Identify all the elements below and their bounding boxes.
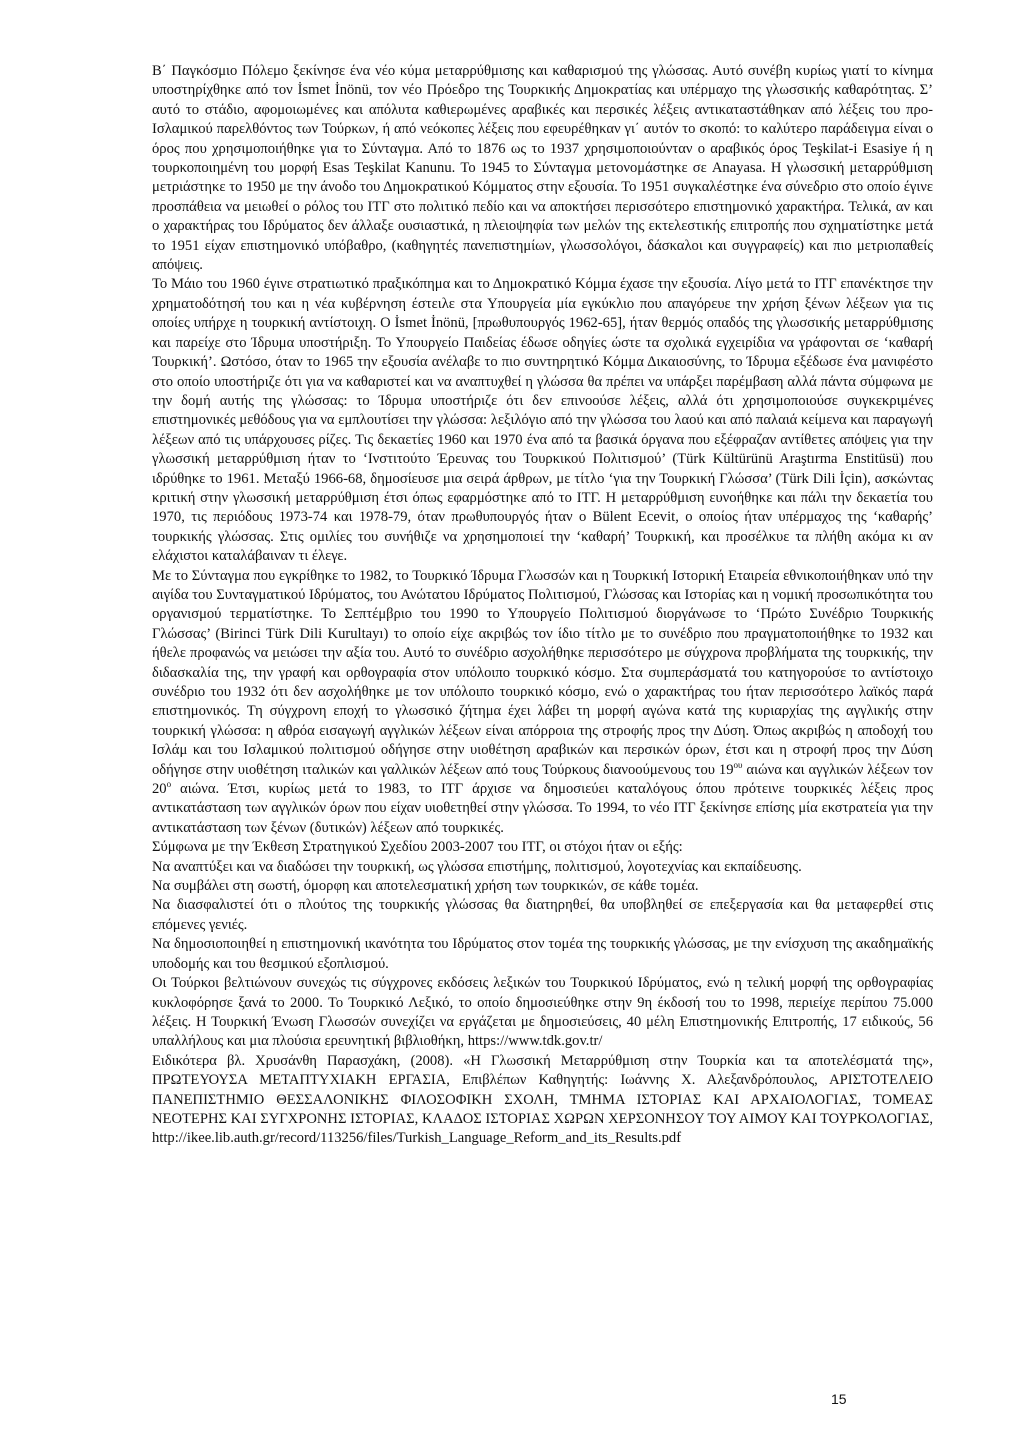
- paragraph-1982-constitution: Με το Σύνταγμα που εγκρίθηκε το 1982, το Τουρκικό Ίδρυμα Γλωσσών και η Τουρκική Ιστορική Εταιρεία εθνικοποιήθηκαν υπό την αιγίδα του Συνταγματικού Ιδρύματος, του Ανώτατου Ιδρύματος Πολιτισμού, Γλώσσας και Ιστορίας και η νομική προσωπικότητα του οργανισμού τερματίστηκε. Το Σεπτέμβριο του 1990 το Υπουργείο Πολιτισμού διοργάνωσε το ‘Πρώτο Συνέδριο Τουρκικής Γλώσσας’ (Birinci Türk Dili Kurultayı) το οποίο είχε ακριβώς τον ίδιο τίτλο με το συνέδριο που πραγματοποιήθηκε το 1932 και ήθελε προφανώς να μειώσει την αξία του. Αυτό το συνέδριο ασχολήθηκε περισσότερο με σύγχρονα προβλήματα της τουρκικής, την διδασκαλία της, την γραφή και ορθογραφία στον υπόλοιπο τουρκικό κόσμο. Στα συμπεράσματά του κατηγορούσε το αντίστοιχο συνέδριο του 1932 ότι δεν ασχολήθηκε με τον υπόλοιπο τουρκικό κόσμο, ενώ ο χαρακτήρας του ήταν περισσότερο λαϊκός παρά επιστημονικός. Τη σύγχρονη εποχή το γλωσσικό ζήτημα έχει λάβει τη μορφή αγώνα κατά της κυριαρχίας της αγγλικής στην τουρκική γλώσσα: η αθρόα εισαγωγή αγγλικών λέξεων είναι απόρροια της στροφής προς την Δύση. Όπως ακριβώς η αποδοχή του Ισλάμ και του Ισλαμικού πολιτισμού οδήγησε στην υιοθέτηση αραβικών και περσικών όρων, έτσι και η στροφή προς την Δύση οδήγησε στην υιοθέτηση ιταλικών και γαλλικών λέξεων από τους Τούρκους διανοούμενους του $19^{o\upsilon}$ αιώνα και αγγλικών λέξεων τον $20^o$ αιώνα. Έτσι, κυρίως μετά το 1983, το ΙΤΓ άρχισε να δημοσιεύει καταλόγους όπου πρότεινε τουρκικές λέξεις προς αντικατάσταση των αγγλικών όρων που είχαν υιοθετηθεί στην γλώσσα. Το 1994, το νέο ΙΤΓ ξεκίνησε επίσης μία εκστρατεία για την αντικατάσταση των ξένων (δυτικών) λέξεων από τουρκικές.: [152, 567, 933, 836]
- paragraph-strategic-plan-intro: Σύμφωνα με την Έκθεση Στρατηγικού Σχεδίου 2003-2007 του ΙΤΓ, οι στόχοι ήταν οι εξής:: [152, 839, 683, 856]
- goal-item: Να αναπτύξει και να διαδώσει την τουρκική, ως γλώσσα επιστήμης, πολιτισμού, λογοτεχνίας και εκπαίδευσης.: [152, 858, 802, 875]
- goal-item: Να διασφαλιστεί ότι ο πλούτος της τουρκικής γλώσσας θα διατηρηθεί, θα υποβληθεί σε επεξεργασία και θα μεταφερθεί στις επόμενες γενιές.: [152, 897, 933, 933]
- goal-item: Να συμβάλει στη σωστή, όμορφη και αποτελεσματική χρήση των τουρκικών, σε κάθε τομέα.: [152, 878, 699, 895]
- paragraph-ww2-reform: Β΄ Παγκόσμιο Πόλεμο ξεκίνησε ένα νέο κύμα μεταρρύθμισης και καθαρισμού της γλώσσας. Αυτό συνέβη κυρίως γιατί το κίνημα υποστηρίχθηκε από τον İsmet İnönü, τον νέο Πρόεδρο της Τουρκικής Δημοκρατίας και υπέρμαχο της γλωσσικής καθαρότητας. Σ’ αυτό το στάδιο, αφομοιωμένες και απόλυτα καθιερωμένες αραβικές και περσικές λέξεις αντικαταστάθηκαν από λέξεις του προ-Ισλαμικού παρελθόντος των Τούρκων, ή από νεόκοπες λέξεις που εφευρέθηκαν γι΄ αυτόν το σκοπό: το καλύτερο παράδειγμα είναι ο όρος που χρησιμοποιήθηκε για το Σύνταγμα. Από το 1876 ως το 1937 χρησιμοποιούνταν ο αραβικός όρος Teşkilat-i Esasiye ή η τουρκοποιημένη του μορφή Esas Teşkilat Kanunu. Το 1945 το Σύνταγμα μετονομάστηκε σε Anayasa. Η γλωσσική μεταρρύθμιση μετριάστηκε το 1950 με την άνοδο του Δημοκρατικού Κόμματος στην εξουσία. Το 1951 συγκαλέστηκε ένα σύνεδριο στο οποίο έγινε προσπάθεια να μειωθεί ο ρόλος του ΙΤΓ στο πολιτικό πεδίο και να αποκτήσει περισσότερο επιστημονικό χαρακτήρα. Τελικά, αν και ο χαρακτήρας του Ιδρύματος δεν άλλαξε ουσιαστικά, η πλειοψηφία των μελών της εκτελεστικής επιτροπής που σχηματίστηκε μετά το 1951 είχαν επιστημονικό υπόβαθρο, (καθηγητές πανεπιστημίων, γλωσσολόγοι, δάσκαλοι και συγγραφείς) και πιο μετριοπαθείς απόψεις.: [152, 63, 933, 274]
- paragraph-1960-coup: Το Μάιο του 1960 έγινε στρατιωτικό πραξικόπημα και το Δημοκρατικό Κόμμα έχασε την εξουσία. Λίγο μετά το ΙΤΓ επανέκτησε την χρηματοδότησή του και η νέα κυβέρνηση έστειλε στα Υπουργεία μία εγκύκλιο που απαγόρευε την χρήση ξένων λέξεων για τις οποίες υπήρχε η τουρκική αντίστοιχη. Ο İsmet İnönü, [πρωθυπουργός 1962-65], ήταν θερμός οπαδός της γλωσσικής μεταρρύθμισης και παρείχε στο Ίδρυμα υποστήριξη. Το Υπουργείο Παιδείας έδωσε οδηγίες ώστε τα σχολικά εγχειρίδια να γράφονται σε ‘καθαρή Τουρκική’. Ωστόσο, όταν το 1965 την εξουσία ανέλαβε το πιο συντηρητικό Κόμμα Δικαιοσύνης, το Ίδρυμα εξέδωσε ένα μανιφέστο στο οποίο υποστήριζε ότι για να καθαριστεί και να αναπτυχθεί η γλώσσα θα πρέπει να υπάρξει παρέμβαση αλλά πάντα σύμφωνα με την δομή αυτής της γλώσσας: το Ίδρυμα υποστήριζε ότι δεν επινοούσε λέξεις, αλλά ότι χρησιμοποιούσε συγκεκριμένες επιστημονικές μεθόδους για να εμπλουτίσει την γλώσσα: λεξιλόγιο από την γλώσσα του λαού και από παλαιά κείμενα και παραγωγή λέξεων από τις υπάρχουσες ρίζες. Τις δεκαετίες 1960 και 1970 ένα από τα βασικά όργανα που εξέφραζαν αντίθετες απόψεις για την γλωσσική μεταρρύθμιση ήταν το ‘Ινστιτούτο Έρευνας του Τουρκικού Πολιτισμού’ (Türk Kültürünü Araştırma Enstitüsü) που ιδρύθηκε το 1961. Μεταξύ 1966-68, δημοσίευσε μια σειρά άρθρων, με τίτλο ‘για την Τουρκική Γλώσσα’ (Türk Dili İçin), ασκώντας κριτική στην γλωσσική μεταρρύθμιση έτσι όπως εφαρμόστηκε από το ΙΤΓ. Η μεταρρύθμιση ευνοήθηκε και πάλι την δεκαετία του 1970, τις περιόδους 1973-74 και 1978-79, όταν πρωθυπουργός ήταν ο Bülent Ecevit, ο οποίος ήταν υπέρμαχος της ‘καθαρής’ τουρκικής γλώσσας. Στις ομιλίες του συνήθιζε να χρησημοποιεί την ‘καθαρή’ Τουρκική, και προσέλκυε τα πλήθη ακόμα κι αν ελάχιστοι καταλάβαιναν τι έλεγε.: [152, 276, 933, 565]
- reference-url[interactable]: http://ikee.lib.auth.gr/record/113256/files/Turkish_Language_Reform_and_its_Results.pdf: [152, 1130, 682, 1147]
- page-number: 15: [831, 1391, 847, 1407]
- goal-item: Να δημοσιοποιηθεί η επιστημονική ικανότητα του Ιδρύματος στον τομέα της τουρκικής γλώσσας, με την ενίσχυση της ακαδημαϊκής υποδομής και του θεσμικού εξοπλισμού.: [152, 936, 933, 972]
- document-body: [152, 62, 933, 1149]
- paragraph-dictionaries: Οι Τούρκοι βελτιώνουν συνεχώς τις σύγχρονες εκδόσεις λεξικών του Τουρκικού Ιδρύματος, ενώ η τελική μορφή της ορθογραφίας κυκλοφόρησε ξανά το 2000. Το Τουρκικό Λεξικό, το οποίο δημοσιεύθηκε στην 9η έκδοσή του το 1998, περιείχε περίπου 75.000 λέξεις. Η Τουρκική Ένωση Γλωσσών συνεχίζει να εργάζεται με δημοσιεύσεις, 40 μέλη Επιστημονικής Επιτροπής, 17 ειδικούς, 56 υπαλλήλους και μια πλούσια ερευνητική βιβλιοθήκη, https://www.tdk.gov.tr/: [152, 975, 933, 1050]
- paragraph-reference: Ειδικότερα βλ. Χρυσάνθη Παρασχάκη, (2008). «Η Γλωσσική Μεταρρύθμιση στην Τουρκία και τα αποτελέσματά της», ΠΡΩΤΕΥΟΥΣΑ ΜΕΤΑΠΤΥΧΙΑΚΗ ΕΡΓΑΣΙΑ, Επιβλέπων Καθηγητής: Ιωάννης Χ. Αλεξανδρόπουλος, ΑΡΙΣΤΟΤΕΛΕΙΟ ΠΑΝΕΠΙΣΤΗΜΙΟ ΘΕΣΣΑΛΟΝΙΚΗΣ ΦΙΛΟΣΟΦΙΚΗ ΣΧΟΛΗ, ΤΜΗΜΑ ΙΣΤΟΡΙΑΣ ΚΑΙ ΑΡΧΑΙΟΛΟΓΙΑΣ, ΤΟΜΕΑΣ ΝΕΟΤΕΡΗΣ ΚΑΙ ΣΥΓΧΡΟΝΗΣ ΙΣΤΟΡΙΑΣ, ΚΛΑΔΟΣ ΙΣΤΟΡΙΑΣ ΧΩΡΩΝ ΧΕΡΣΟΝΗΣΟΥ ΤΟΥ ΑΙΜΟΥ ΚΑΙ ΤΟΥΡΚΟΛΟΓΙΑΣ,: [152, 1052, 933, 1127]
